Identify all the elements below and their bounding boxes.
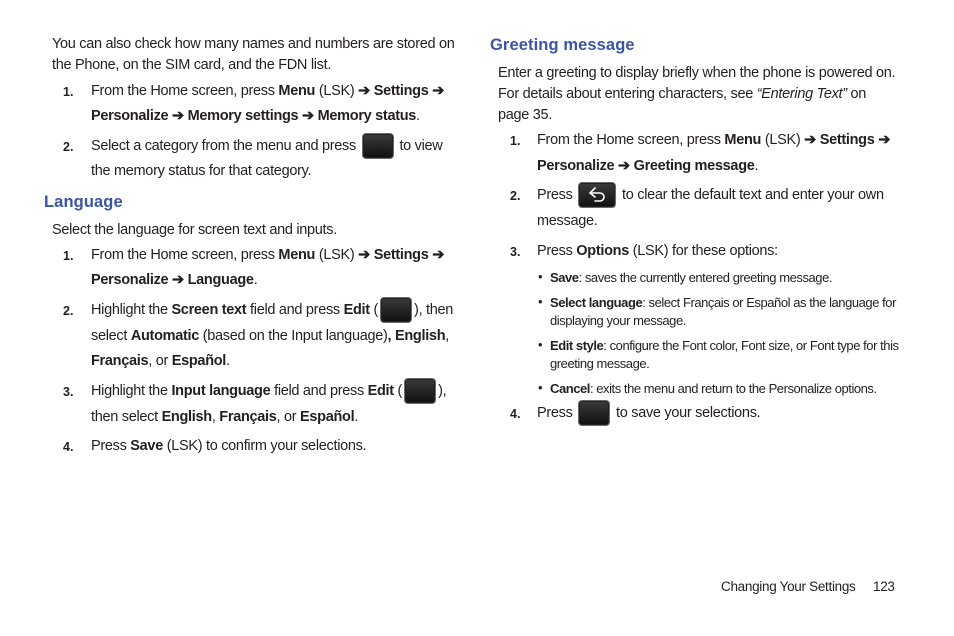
ok-key-icon <box>404 378 436 404</box>
ok-key-icon <box>380 297 412 323</box>
greeting-intro-line-2: For details about entering characters, see “Entering Text” on <box>498 86 867 102</box>
language-step-2-line-2: select Automatic (based on the Input language), English, <box>91 328 449 344</box>
step-number: 1. <box>63 249 74 263</box>
greeting-step-3: Press Options (LSK) for these options: <box>537 243 778 259</box>
entering-text-reference: “Entering Text” <box>756 86 847 102</box>
memory-step-2: Select a category from the menu and press to view <box>91 133 442 159</box>
language-step-2-line-3: Français, or Español. <box>91 353 230 369</box>
language-step-3-line-2: then select English, Français, or Español. <box>91 409 359 425</box>
step-number: 4. <box>510 407 521 421</box>
footer-section-title: Changing Your Settings <box>721 579 856 594</box>
language-step-1-path: Personalize ➔ Language. <box>91 272 258 288</box>
bullet: • <box>538 269 543 284</box>
greeting-step-1: From the Home screen, press Menu (LSK) ➔ Settings ➔ <box>537 132 891 148</box>
step-number: 4. <box>63 440 74 454</box>
bullet-cancel: Cancel: exits the menu and return to the Personalize options. <box>550 381 877 396</box>
bullet-select-language: Select language: select Français or Español as the language for <box>550 295 896 310</box>
bullet: • <box>538 380 543 395</box>
language-step-4: Press Save (LSK) to confirm your selections. <box>91 438 367 454</box>
bullet-edit-style-line-2: greeting message. <box>550 356 650 371</box>
memory-intro-line-1: You can also check how many names and numbers are stored on <box>52 36 455 52</box>
memory-intro-line-2: the Phone, on the SIM card, and the FDN list. <box>52 57 332 73</box>
step-number: 3. <box>510 245 521 259</box>
greeting-intro-line-3: page 35. <box>498 107 553 123</box>
language-step-2: Highlight the Screen text field and press Edit ( ), then <box>91 297 453 323</box>
language-heading: Language <box>44 193 123 211</box>
greeting-step-2: Press to clear the default text and enter your own <box>537 182 884 208</box>
step-number: 2. <box>63 304 74 318</box>
greeting-heading: Greeting message <box>490 36 635 54</box>
memory-step-1-path: Personalize ➔ Memory settings ➔ Memory status. <box>91 108 420 124</box>
step-number: 2. <box>510 189 521 203</box>
ok-key-icon <box>362 133 394 159</box>
back-arrow-icon <box>586 187 608 203</box>
language-intro: Select the language for screen text and inputs. <box>52 222 337 238</box>
greeting-step-4: Press to save your selections. <box>537 400 760 426</box>
ok-key-icon <box>578 400 610 426</box>
language-step-1: From the Home screen, press Menu (LSK) ➔ Settings ➔ <box>91 247 445 263</box>
bullet-edit-style: Edit style: configure the Font color, Font size, or Font type for this <box>550 338 899 353</box>
greeting-step-1-path: Personalize ➔ Greeting message. <box>537 158 759 174</box>
page-number: 123 <box>873 579 895 594</box>
greeting-intro-line-1: Enter a greeting to display briefly when the phone is powered on. <box>498 65 896 81</box>
step-number: 1. <box>63 85 74 99</box>
step-number: 3. <box>63 385 74 399</box>
step-number: 2. <box>63 140 74 154</box>
memory-step-2-line-2: the memory status for that category. <box>91 163 312 179</box>
bullet: • <box>538 337 543 352</box>
greeting-step-2-line-2: message. <box>537 213 598 229</box>
step-number: 1. <box>510 134 521 148</box>
bullet-save: Save: saves the currently entered greeting message. <box>550 270 833 285</box>
memory-step-1: From the Home screen, press Menu (LSK) ➔ Settings ➔ <box>91 83 445 99</box>
bullet: • <box>538 294 543 309</box>
language-step-3: Highlight the Input language field and press Edit ( ), <box>91 378 446 404</box>
bullet-select-language-line-2: displaying your message. <box>550 313 686 328</box>
back-key-icon <box>578 182 616 208</box>
